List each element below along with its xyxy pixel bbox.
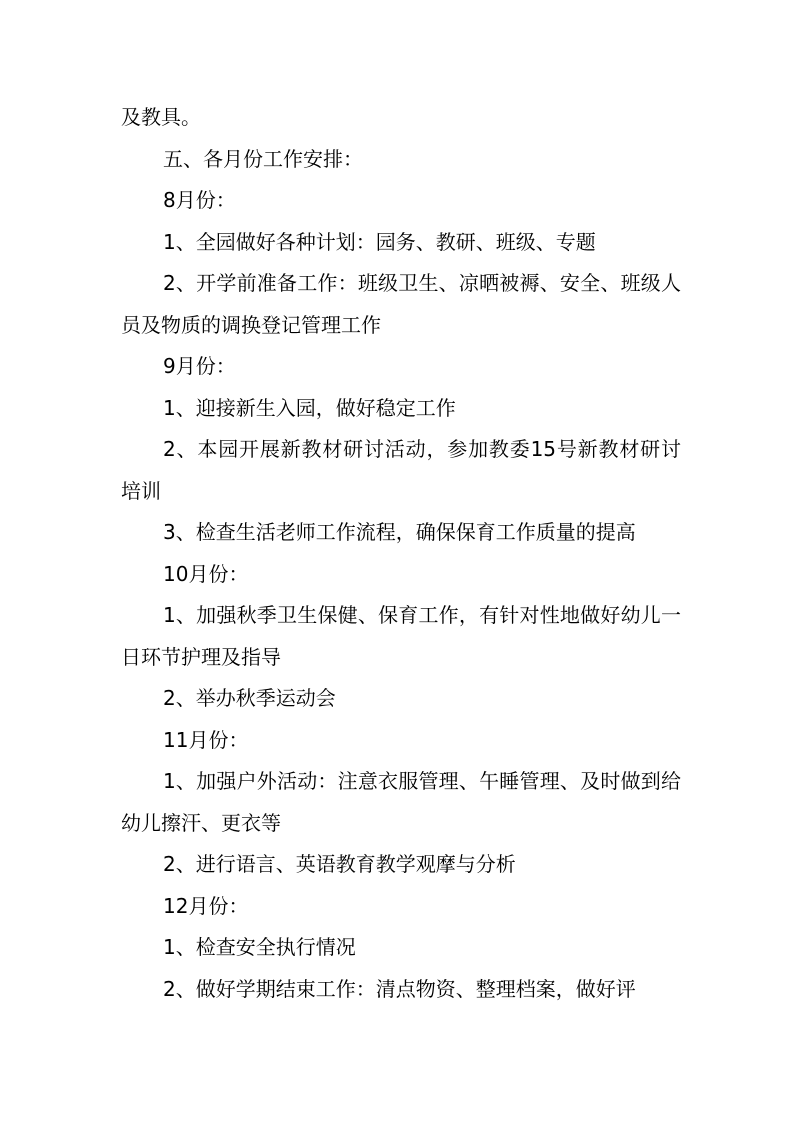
october-item-2: 2、举办秋季运动会	[163, 686, 336, 710]
month-heading-october: 10月份：	[163, 561, 249, 586]
december-item-2: 2、做好学期结束工作：清点物资、整理档案，做好评	[163, 976, 636, 1001]
september-item-3: 3、检查生活老师工作流程，确保保育工作质量的提高	[163, 520, 636, 544]
october-item-1: 1、加强秋季卫生保健、保育工作，有针对性地做好幼儿一日环节护理及指导	[121, 603, 681, 669]
month-heading-september: 9月份：	[163, 354, 236, 378]
paragraph-teaching-aids-tail: 及教具。	[121, 105, 201, 129]
august-item-2: 2、开学前准备工作：班级卫生、凉晒被褥、安全、班级人员及物质的调换登记管理工作	[121, 271, 681, 337]
november-item-1: 1、加强户外活动：注意衣服管理、午睡管理、及时做到给幼儿擦汗、更衣等	[121, 769, 681, 835]
month-heading-december: 12月份：	[163, 893, 249, 918]
month-heading-august: 8月份：	[163, 188, 236, 212]
document-body	[121, 97, 681, 1010]
november-item-2: 2、进行语言、英语教育教学观摩与分析	[163, 852, 516, 876]
december-item-1: 1、检查安全执行情况	[163, 935, 356, 959]
september-item-1: 1、迎接新生入园，做好稳定工作	[163, 395, 456, 420]
month-heading-november: 11月份：	[163, 727, 249, 752]
section-heading-monthly-schedule: 五、各月份工作安排：	[163, 146, 363, 171]
august-item-1: 1、全园做好各种计划：园务、教研、班级、专题	[163, 229, 596, 254]
september-item-2: 2、本园开展新教材研讨活动，参加教委15号新教材研讨培训	[121, 437, 681, 503]
